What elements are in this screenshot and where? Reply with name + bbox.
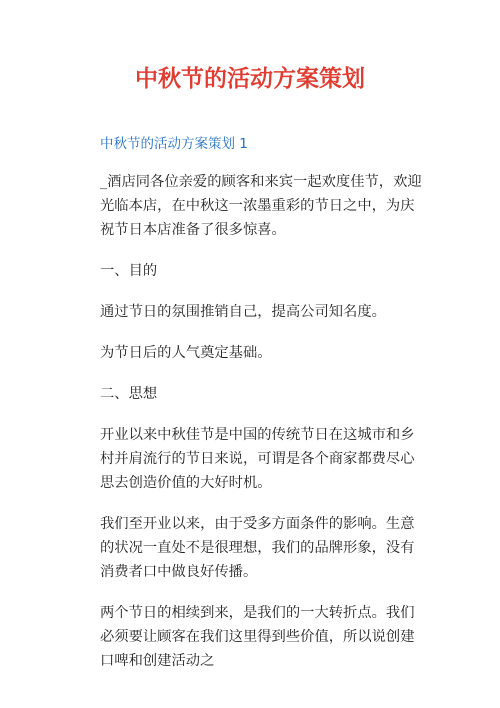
document-title: 中秋节的活动方案策划 — [135, 66, 365, 92]
paragraph-thinking-3: 两个节日的相续到来，是我们的一大转折点。我们必须要让顾客在我们这里得到些价值，所以说创建口啤和创建活动之 — [100, 605, 415, 669]
document-body — [100, 170, 422, 690]
paragraph-thinking-1: 开业以来中秋佳节是中国的传统节日在这城市和乡村并肩流行的节日来说，可谓是各个商家都费尽心思去创造价值的大好时机。 — [100, 427, 415, 491]
section-heading: 中秋节的活动方案策划 1 — [100, 136, 248, 152]
paragraph-thinking-2: 我们至开业以来，由于受多方面条件的影响。生意的状况一直处不是很理想，我们的品牌形象，没有消费者口中做良好传播。 — [100, 516, 415, 580]
paragraph-purpose-2: 为节日后的人气奠定基础。 — [100, 345, 272, 361]
paragraph-purpose-1: 通过节日的氛围推销自己，提高公司知名度。 — [100, 304, 386, 320]
subheading-thinking: 二、思想 — [100, 386, 158, 402]
paragraph-intro: _酒店同各位亲爱的顾客和来宾一起欢度佳节，欢迎光临本店，在中秋这一浓墨重彩的节日之中，为庆祝节日本店准备了很多惊喜。 — [100, 174, 422, 238]
subheading-purpose: 一、目的 — [100, 263, 158, 279]
